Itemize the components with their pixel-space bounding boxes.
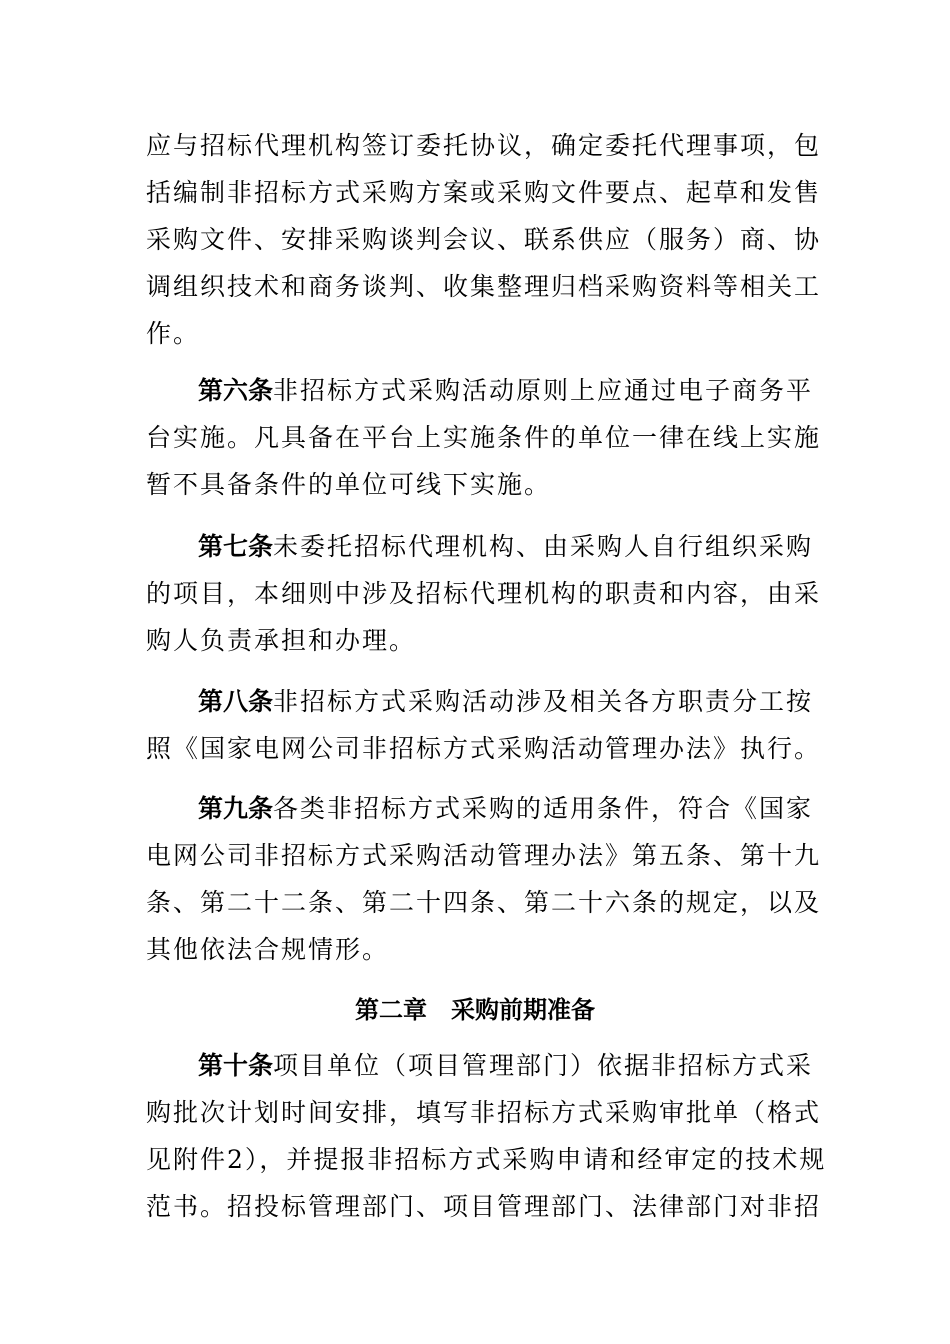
- text-line: 暂不具备条件的单位可线下实施。: [146, 470, 552, 499]
- text-line: 括编制非招标方式采购方案或采购文件要点、起草和发售: [146, 178, 822, 207]
- text-line: 照《国家电网公司非招标方式采购活动管理办法》执行。: [146, 734, 822, 763]
- text-line: 电网公司非招标方式采购活动管理办法》第五条、第十九: [146, 841, 822, 870]
- article-6-paragraph: [146, 367, 822, 508]
- article-number: 第八条: [198, 687, 274, 716]
- text-line: 其他依法合规情形。: [146, 935, 390, 964]
- article-number: 第九条: [198, 794, 274, 823]
- text-line: 范书。招投标管理部门、项目管理部门、法律部门对非招: [146, 1192, 822, 1221]
- text-line: 条、第二十二条、第二十四条、第二十六条的规定，以及: [146, 888, 822, 917]
- article-8-paragraph: [146, 678, 822, 772]
- text-line: 非招标方式采购活动原则上应通过电子商务平: [273, 376, 814, 405]
- text-line: 未委托招标代理机构、由采购人自行组织采购: [273, 532, 814, 561]
- text-line: 项目单位（项目管理部门）依据非招标方式采: [273, 1051, 814, 1080]
- text-line: 的项目，本细则中涉及招标代理机构的职责和内容，由采: [146, 579, 822, 608]
- text-line: 台实施。凡具备在平台上实施条件的单位一律在线上实施: [146, 423, 822, 452]
- text-line: 见附件2），并提报非招标方式采购申请和经审定的技术规: [146, 1145, 827, 1174]
- text-line: 调组织技术和商务谈判、收集整理归档采购资料等相关工: [146, 272, 822, 301]
- text-line: 采购文件、安排采购谈判会议、联系供应（服务）商、协: [146, 225, 822, 254]
- text-line: 购人负责承担和办理。: [146, 626, 417, 655]
- text-line: 作。: [146, 319, 201, 348]
- text-line: 非招标方式采购活动涉及相关各方职责分工按: [273, 687, 814, 716]
- article-9-paragraph: [146, 785, 822, 973]
- article-number: 第七条: [198, 532, 274, 561]
- chapter-title: 第二章 采购前期准备: [355, 996, 595, 1024]
- text-line: 应与招标代理机构签订委托协议，确定委托代理事项，包: [146, 131, 822, 160]
- article-number: 第十条: [198, 1051, 274, 1080]
- article-number: 第六条: [198, 376, 274, 405]
- text-line: 购批次计划时间安排，填写非招标方式采购审批单（格式: [146, 1098, 822, 1127]
- continuation-paragraph: [146, 122, 822, 357]
- article-10-paragraph: [146, 1042, 827, 1230]
- text-line: 各类非招标方式采购的适用条件，符合《国家: [273, 794, 814, 823]
- article-7-paragraph: [146, 523, 822, 664]
